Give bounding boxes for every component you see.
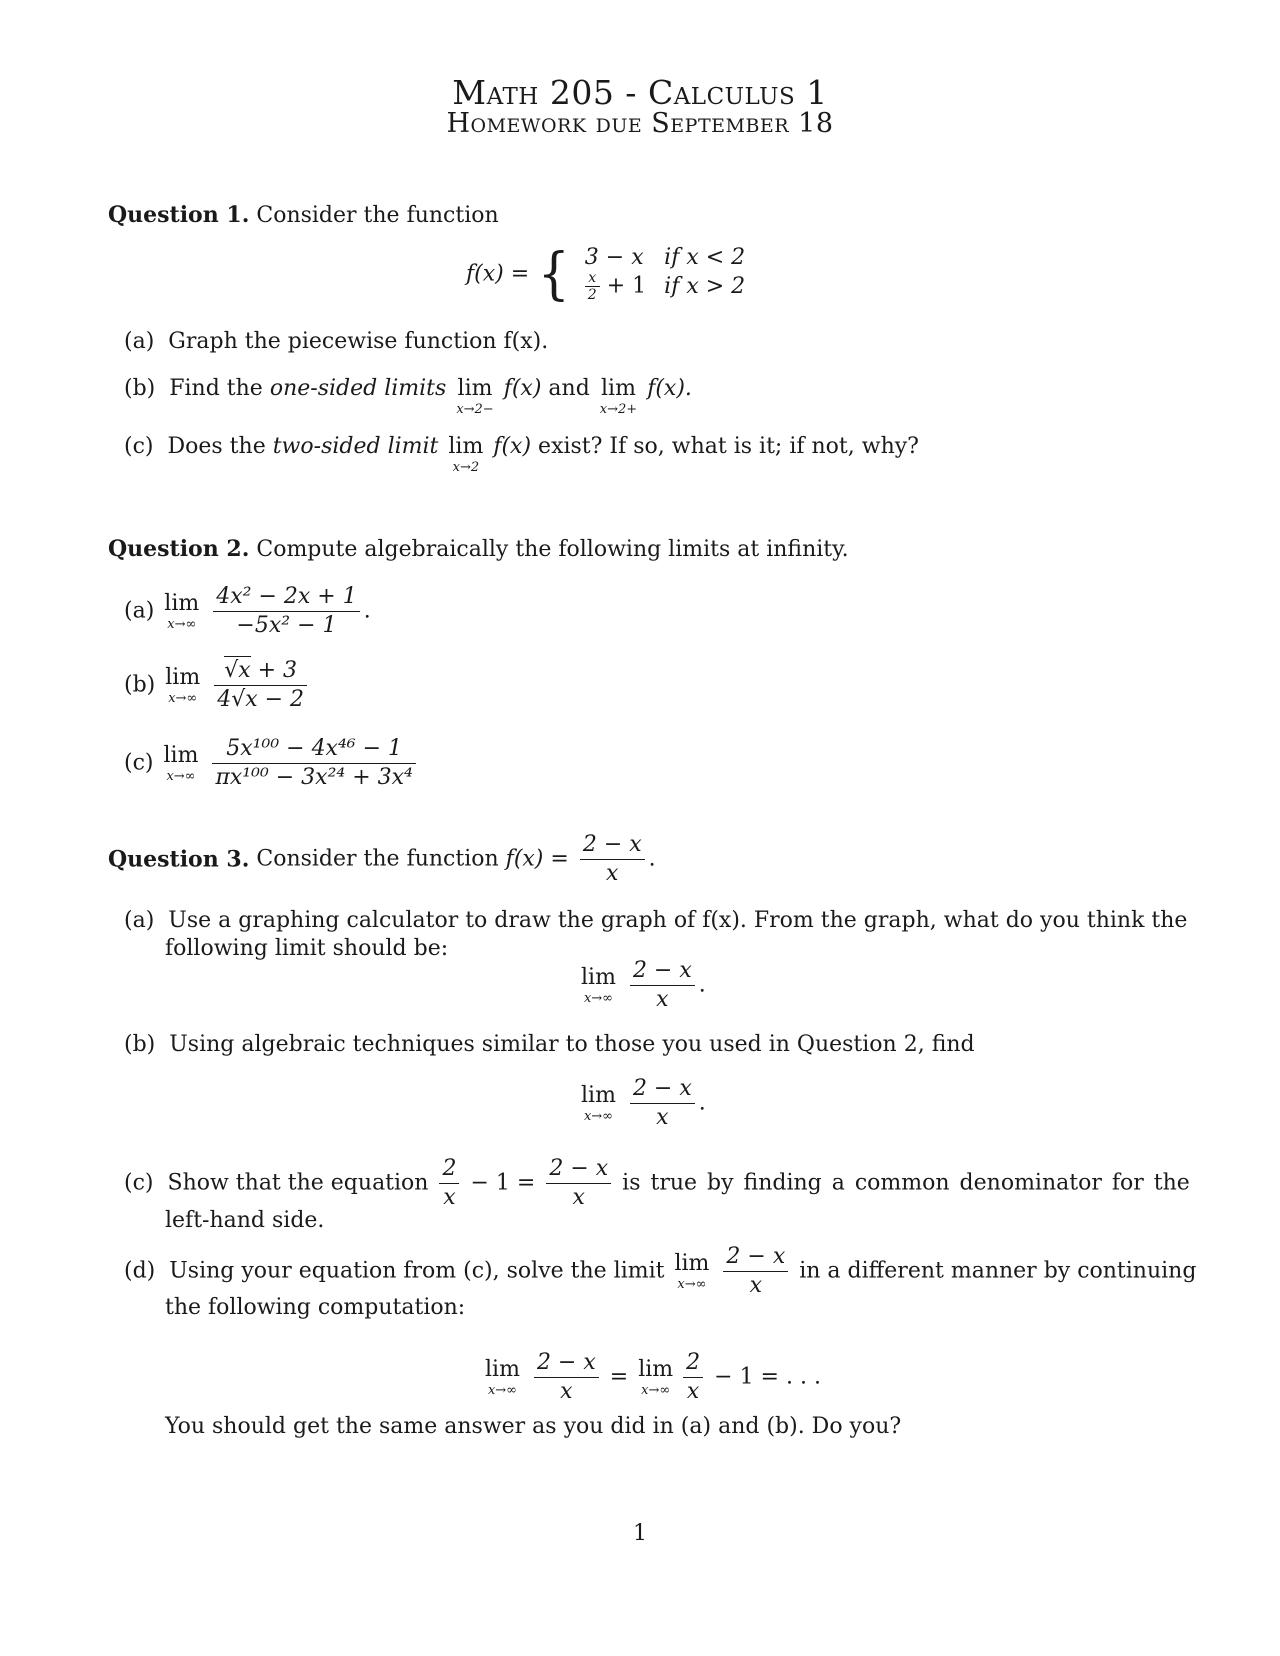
- left-brace: {: [537, 241, 571, 307]
- q1-fx: f(x) =: [466, 261, 530, 287]
- q3-part-c: (c) Show that the equation $\frac{2}{x}$ − 1 = $\frac{2 - x}{x}$ is true by finding a common denominator for the: [124, 1156, 1190, 1210]
- q1-part-b: (b) Find the one-sided limits lim x→2− f(x) and lim x→2+ f(x).: [124, 376, 692, 417]
- q3b-limit: lim x→∞ $\frac{2 - x}{x}$ .: [581, 1076, 706, 1130]
- case2-frac: $\frac{x}{2}$: [585, 271, 600, 302]
- q1-part-a: (a) Graph the piecewise function f(x).: [124, 329, 549, 354]
- q1-heading: [108, 204, 499, 227]
- q2-label: Question 2.: [108, 536, 250, 562]
- q3-label: Question 3.: [108, 846, 250, 873]
- q1-cases: [579, 246, 757, 303]
- q2-intro: Compute algebraically the following limits at infinity.: [256, 537, 849, 562]
- q1b-lim-left: lim x→2−: [456, 376, 494, 417]
- q3-part-d: (d) Using your equation from (c), solve the limit lim x→∞ $\frac{2 - x}{x}$ in a different manner by continuing: [124, 1244, 1197, 1298]
- q3d-lim: lim x→∞: [674, 1250, 710, 1292]
- q2-part-c: (c) lim x→∞ $\frac{\text{5x¹⁰⁰ − 4x⁴⁶ − 1}}{\text{πx¹⁰⁰ − 3x²⁴ + 3x⁴}}$: [124, 738, 420, 789]
- page-title: Math 205 - Calculus 1: [452, 73, 828, 112]
- q3-heading: Question 3. Consider the function f(x) = $\frac{2 - x}{x}$ .: [108, 832, 656, 886]
- q2-heading: [108, 538, 849, 561]
- q1b-lim-right: lim x→2+: [599, 376, 638, 417]
- page-subtitle: Homework due September 18: [446, 108, 834, 139]
- q2-part-b: (b) lim x→∞ $\frac{√x + 3}{4√x - 2}$: [124, 660, 311, 711]
- q1-piecewise: [466, 241, 757, 307]
- q1c-lim: lim x→2: [448, 434, 484, 475]
- q3-part-b: (b) Using algebraic techniques similar to those you used in Question 2, find: [124, 1032, 975, 1057]
- q3d-computation: lim x→∞ $\frac{2 - x}{x}$ = lim x→∞ $\frac{2}{x}$ − 1 = . . .: [485, 1350, 821, 1404]
- q3-part-c-line2: left-hand side.: [165, 1208, 325, 1233]
- q3-part-a-line2: following limit should be:: [165, 936, 449, 961]
- q3a-limit: lim x→∞ $\frac{2 - x}{x}$ .: [581, 958, 706, 1012]
- page-number: 1: [633, 1521, 647, 1546]
- q3c-frac-right: $\frac{2 - x}{x}$: [546, 1158, 611, 1209]
- q1-part-c: (c) Does the two-sided limit lim x→2 f(x) exist? If so, what is it; if not, why?: [124, 434, 919, 475]
- q2a-lim: lim x→∞: [164, 590, 200, 632]
- case2-cond: if x > 2: [664, 273, 746, 299]
- q3-intro: Consider the function: [256, 846, 499, 872]
- q3c-frac-left: $\frac{2}{x}$: [439, 1158, 459, 1209]
- q2-part-a: (a) lim x→∞ $\frac{\text{4x² − 2x + 1}}{\text{−5x² − 1}}$ .: [124, 584, 371, 638]
- q3-part-d-line2: the following computation:: [165, 1295, 466, 1320]
- case2-rest: + 1: [606, 273, 647, 299]
- case1-cond: if x < 2: [664, 245, 746, 270]
- q2b-lim: lim x→∞: [165, 664, 201, 706]
- case1-expr: 3 − x: [584, 245, 644, 270]
- q3-closing: You should get the same answer as you did in (a) and (b). Do you?: [165, 1414, 902, 1439]
- q3d-frac: $\frac{2 - x}{x}$: [723, 1246, 788, 1297]
- q1-intro: Consider the function: [256, 203, 499, 228]
- q3-frac: $\frac{2 - x}{x}$: [580, 834, 645, 885]
- q3-part-a: (a) Use a graphing calculator to draw the graph of f(x). From the graph, what do you think the: [124, 908, 1188, 933]
- q2c-lim: lim x→∞: [163, 742, 199, 784]
- q2a-frac: $\frac{\text{4x² − 2x + 1}}{\text{−5x² − 1}}$: [213, 586, 359, 637]
- q2b-frac: $\frac{√x + 3}{4√x - 2}$: [214, 660, 307, 711]
- q1-label: Question 1.: [108, 202, 250, 228]
- q2c-frac: $\frac{\text{5x¹⁰⁰ − 4x⁴⁶ − 1}}{\text{πx¹⁰⁰ − 3x²⁴ + 3x⁴}}$: [212, 738, 415, 789]
